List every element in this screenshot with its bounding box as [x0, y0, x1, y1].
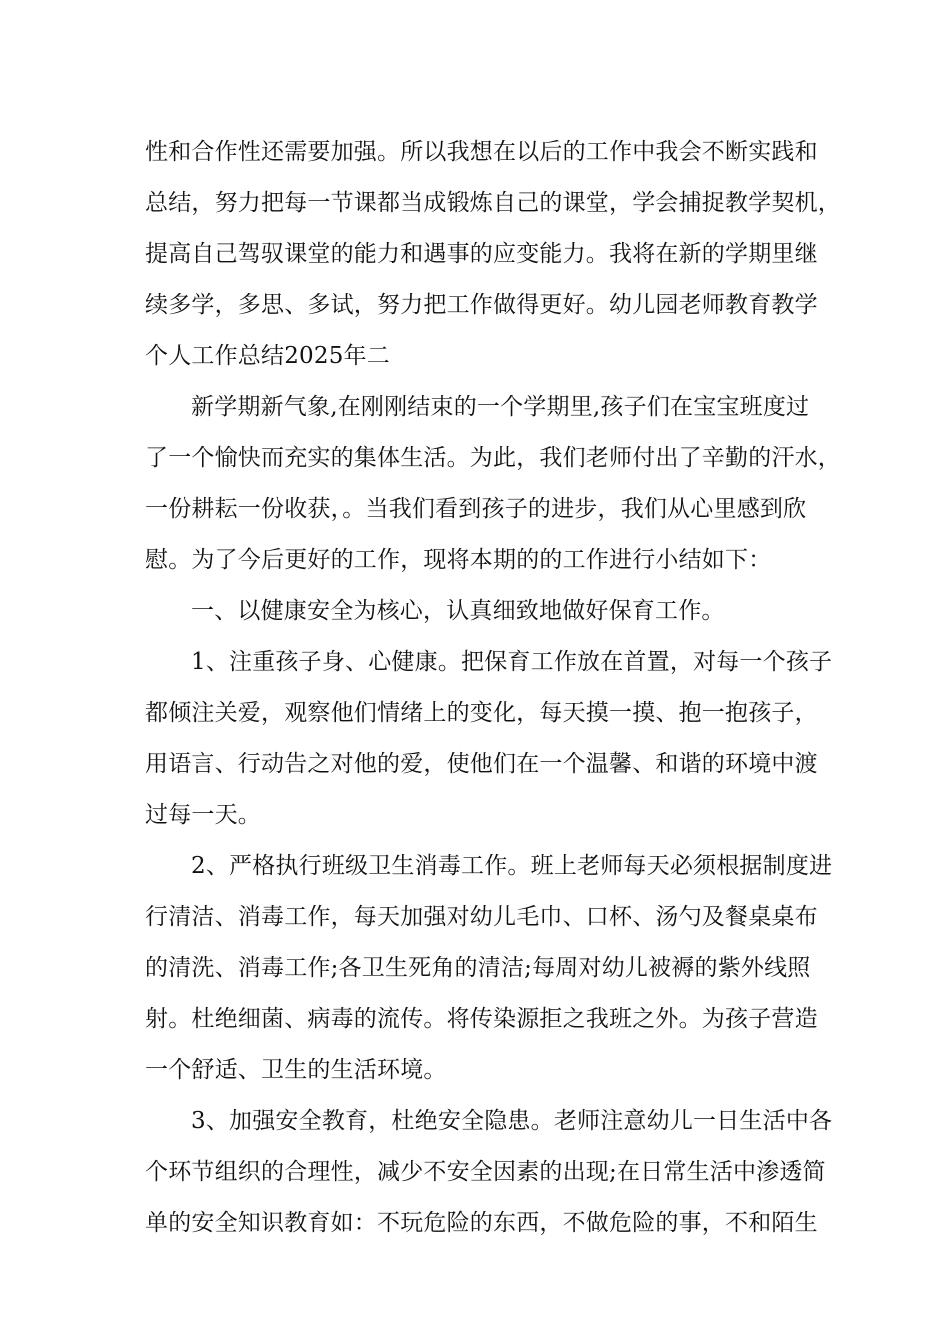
- text-line: 过每一天。: [145, 802, 261, 828]
- text-line: 提高自己驾驭课堂的能力和遇事的应变能力。我将在新的学期里继: [145, 241, 818, 267]
- text-line: 射。杜绝细菌、病毒的流传。将传染源拒之我班之外。为孩子营造: [145, 1006, 818, 1032]
- text-line: 3、加强安全教育，杜绝安全隐患。老师注意幼儿一日生活中各: [191, 1108, 833, 1134]
- text-line: 了一个愉快而充实的集体生活。为此，我们老师付出了辛勤的汗水，: [145, 445, 841, 471]
- text-line: 1、注重孩子身、心健康。把保育工作放在首置，对每一个孩子: [191, 649, 833, 675]
- text-line: 个环节组织的合理性，减少不安全因素的出现;在日常生活中渗透简: [145, 1159, 826, 1185]
- text-line: 行清洁、消毒工作，每天加强对幼儿毛巾、口杯、汤勺及餐桌桌布: [145, 904, 818, 930]
- text-line: 个人工作总结2025年二: [145, 343, 390, 369]
- text-line: 用语言、行动告之对他的爱，使他们在一个温馨、和谐的环境中渡: [145, 751, 818, 777]
- text-line: 总结，努力把每一节课都当成锻炼自己的课堂，学会捕捉教学契机，: [145, 190, 841, 216]
- document-body: [145, 127, 841, 1249]
- text-line: 慰。为了今后更好的工作，现将本期的的工作进行小结如下：: [145, 547, 772, 573]
- text-line: 一份耕耘一份收获，。当我们看到孩子的进步，我们从心里感到欣: [145, 496, 807, 522]
- text-line: 性和合作性还需要加强。所以我想在以后的工作中我会不断实践和: [145, 139, 818, 165]
- text-line: 新学期新气象,在刚刚结束的一个学期里,孩子们在宝宝班度过: [191, 394, 810, 420]
- text-line: 的清洗、消毒工作;各卫生死角的清洁;每周对幼儿被褥的紫外线照: [145, 955, 811, 981]
- text-line: 续多学，多思、多试，努力把工作做得更好。幼儿园老师教育教学: [145, 292, 818, 318]
- text-line: 2、严格执行班级卫生消毒工作。班上老师每天必须根据制度进: [191, 853, 833, 879]
- text-line: 一个舒适、卫生的生活环境。: [145, 1057, 447, 1083]
- text-line: 一、以健康安全为核心，认真细致地做好保育工作。: [191, 598, 725, 624]
- text-line: 都倾注关爱，观察他们情绪上的变化，每天摸一摸、抱一抱孩子，: [145, 700, 818, 726]
- text-line: 单的安全知识教育如：不玩危险的东西，不做危险的事，不和陌生: [145, 1210, 818, 1236]
